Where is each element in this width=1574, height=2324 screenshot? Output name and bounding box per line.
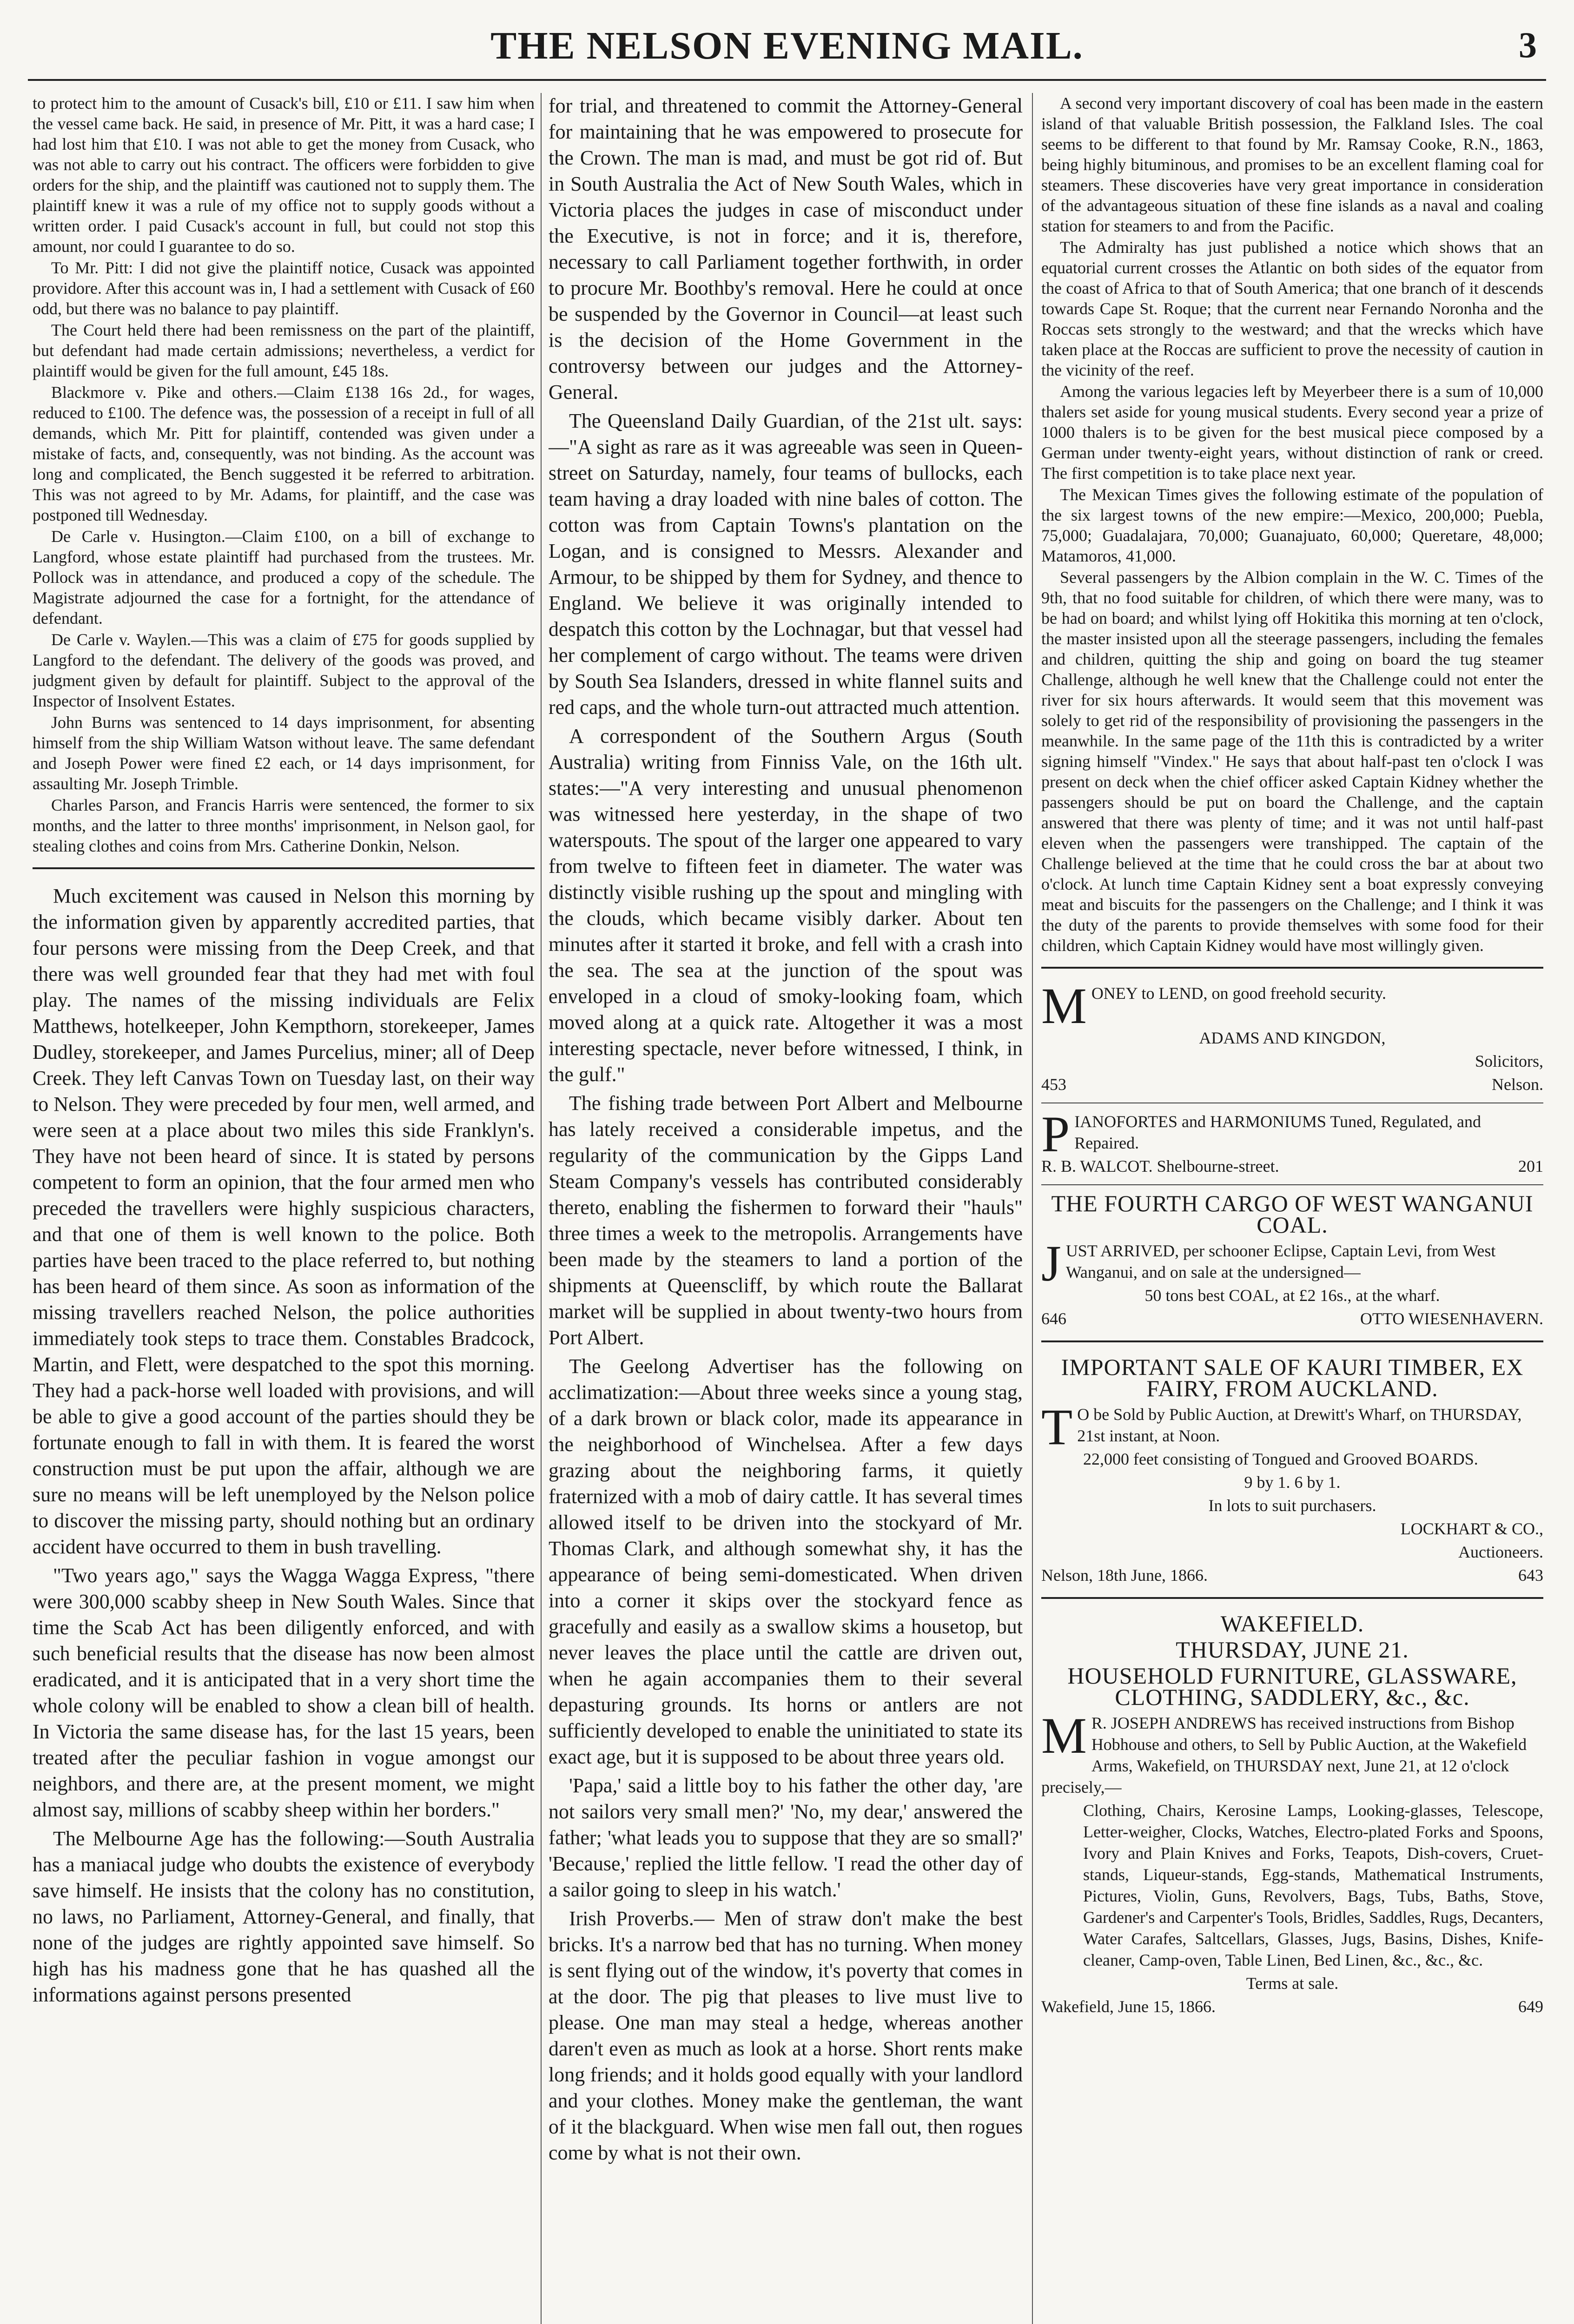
court-paragraph: To Mr. Pitt: I did not give the plaintiff notice, Cusack was appointed providore. After this account was in, I had a settlement with Cusack of £60 odd, but there was no balance to pay plaintiff. [33, 258, 535, 318]
ad-text: ONEY to LEND, on good freehold security. [1091, 984, 1386, 1003]
news-paragraph: The Queensland Daily Guardian, of the 21st ult. says:—"A sight as rare as it was agreeable was seen in Queen-street on Saturday, namely, four teams of bullocks, each team having a dray loaded with nine bales of cotton. The cotton was from Captain Towns's plantation on the Logan, and is consigned to Messrs. Alexander and Armour, to be shipped by them for Sydney, and thence to England. We believe it was originally intended to despatch this cotton by the Lochnagar, but that vessel had her complement of cargo without. The teams were driven by South Sea Islanders, dressed in white flannel suits and red caps, and the whole turn-out attracted much attention. [549, 409, 1023, 719]
ad-role: Auctioneers. [1458, 1543, 1543, 1561]
column-rule [1032, 93, 1033, 2324]
newspaper-title: THE NELSON EVENING MAIL. [490, 24, 1084, 67]
ad-items: Clothing, Chairs, Kerosine Lamps, Looking-glasses, Telescope, Letter-weigher, Clocks, Watches, Electro-plated Forks and Spoons, Ivory and Plain Knives and Forks, Teapots, Dish-covers, Cruet-stands, Liqueur-stands, Egg-stands, Mathematical Instruments, Pictures, Violin, Guns, Revolvers, Bags, Tubs, Baths, Stove, Gardener's and Carpenter's Tools, Bridles, Saddles, Rugs, Decanters, Water Carafes, Saltcellars, Glasses, Jugs, Basins, Dishes, Knife-cleaner, Camp-oven, Table Linen, Bed Linen, &c., &c., &c. [1083, 1801, 1543, 1969]
news-paragraph: Much excitement was caused in Nelson this morning by the information given by apparently accredited parties, that four persons were missing from the Deep Creek, and that there was well grounded fear that they had met with foul play. The names of the missing individuals are Felix Matthews, hotelkeeper, John Kempthorn, storekeeper, James Dudley, storekeeper, and James Purcelius, miner; all of Deep Creek. They left Canvas Town on Tuesday last, on their way to Nelson. They were preceded by four men, well armed, and were seen at a place about two miles this side Franklyn's. They have not been heard of since. It is stated by persons competent to form an opinion, that the four armed men who preceded the travellers were highly suspicious characters, and that one of them is well known to the police. Both parties have been traced to the place referred to, but nothing has been heard of them since. As soon as information of the missing travellers reached Nelson, the police authorities immediately took steps to trace them. Constables Bradcock, Martin, and Flett, were despatched to the spot this morning. They had a pack-horse well loaded with provisions, and will be able to give a good account of the parties should they be fortunate enough to fall in with them. It is feared the worst construction must be put upon the affair, although we are sure no means will be left unemployed by the Nelson police to discover the missing party, should nothing but an ordinary accident have occurred to them in bush travelling. [33, 885, 535, 1558]
ad-number: 201 [1518, 1157, 1543, 1175]
ad-subheading: HOUSEHOLD FURNITURE, GLASSWARE, CLOTHING, SADDLERY, &c., &c. [1067, 1663, 1517, 1710]
news-paragraph: Several passengers by the Albion complain in the W. C. Times of the 9th, that no food suitable for children, of which there were many, was to be had on board; and whilst lying off Hokitika this morning at ten o'clock, the master insisted upon all the steerage passengers, including the females and children, quitting the ship and going on board the tug steamer Challenge, although he well knew that the Challenge could not enter the river for six hours afterwards. It would seem that this movement was solely to get rid of the responsibility of provisioning the passengers in the meanwhile. In the same page of the 11th this is contradicted by a writer signing himself "Vindex." He says that about half-past ten o'clock I was present on deck when the chief officer asked Captain Kidney whether the passengers should be put on board the Challenge, and the captain answered that there was plenty of time; and it was not until half-past eleven when the passengers were transhipped. The captain of the Challenge believed at the time that he could cross the bar at about two o'clock. At lunch time Captain Kidney sent a boat expressly conveying meat and biscuits for the passengers on the Challenge; and I think it was the duty of the parents to provide themselves with some food for their children, which Captain Kidney would have most willingly given. [1041, 568, 1543, 955]
news-paragraph: A second very important discovery of coal has been made in the eastern island of that valuable British possession, the Falkland Isles. The coal seems to be different to that found by Mr. Ramsay Cooke, R.N., 1863, being highly bituminous, and promises to be an excellent flaming coal for steamers. These discoveries have very great importance in consideration of the advantageous situation of these fine islands as a naval and coaling station for steamers to and from the Pacific. [1041, 94, 1543, 235]
ad-number: 646 [1041, 1309, 1066, 1328]
news-paragraph: The Geelong Advertiser has the following on acclimatization:—About three weeks since a young stag, of a dark brown or black color, made its appearance in the neighborhood of Winchelsea. After a few days grazing about the neighboring farms, it quietly fraternized with a mob of dairy cattle. It has several times allowed itself to be driven into the stockyard of Mr. Thomas Clark, and although somewhat shy, it has the appearance of being semi-domesticated. When driven into a corner it skips over the stockyard fence as gracefully and easily as a swallow skims a housetop, but never leaves the place until the cattle are driven out, when he again accompanies them to their several depasturing grounds. Its horns or antlers are not sufficiently developed to enable the uninitiated to state its exact age, but it is supposed to be about three years old. [549, 1355, 1023, 1768]
ad-text: O be Sold by Public Auction, at Drewitt's Wharf, on THURSDAY, 21st instant, at Noon. [1077, 1405, 1522, 1445]
ad-text: UST ARRIVED, per schooner Eclipse, Captain Levi, from West Wanganui, and on sale at the undersigned— [1065, 1241, 1496, 1281]
column-1 [33, 93, 535, 2324]
advertisement-kauri-timber [1041, 1356, 1543, 1586]
masthead [28, 14, 1546, 81]
news-paragraph: The Melbourne Age has the following:—South Australia has a maniacal judge who doubts the existence of everybody save himself. He insists that the colony has no constitution, no laws, no Parliament, Attorney-General, and finally, that none of the judges are rightly appointed save himself. So high has his madness gone that he has quashed all the informations against persons presented [33, 1827, 535, 2006]
news-paragraph: A correspondent of the Southern Argus (South Australia) writing from Finniss Vale, on the 16th ult. states:—"A very interesting and unusual phenomenon was witnessed here yesterday, in the shape of two waterspouts. The spout of the larger one appeared to vary from twelve to fifteen feet in diameter. The water was distinctly visible rushing up the spout and mingling with the clouds, which became visibly darker. About ten minutes after it started it broke, and fell with a crash into the sea. The sea at the junction of the spout was enveloped in a cloud of smoky-looking foam, which moved along at a quick rate. Altogether it was a most interesting spectacle, never before witnessed, I think, in the gulf." [549, 725, 1023, 1086]
court-paragraph: The Court held there had been remissness on the part of the plaintiff, but defendant had made certain admissions; nevertheless, a verdict for plaintiff would be given for the full amount, £45 18s. [33, 321, 535, 380]
ad-date-heading: THURSDAY, JUNE 21. [1176, 1637, 1409, 1663]
ad-sizes: 9 by 1. 6 by 1. [1244, 1473, 1341, 1492]
ad-line: 22,000 feet consisting of Tongued and Grooved BOARDS. [1083, 1450, 1478, 1468]
column-rule [541, 93, 542, 2324]
ad-role: Solicitors, [1475, 1052, 1543, 1070]
section-divider [1041, 967, 1543, 969]
court-paragraph: De Carle v. Husington.—Claim £100, on a bill of exchange to Langford, whose estate plaintiff had purchased from the trustees. Mr. Pollock was in attendance, and produced a copy of the schedule. The Magistrate adjourned the case for a fortnight, for the attendance of defendant. [33, 527, 535, 627]
drop-cap: M [1041, 1707, 1087, 1764]
news-paragraph: The Admiralty has just published a notice which shows that an equatorial current crosses the Atlantic on both sides of the equator from the coast of Africa to that of South America; that one branch of it descends towards Cape St. Roque; that the current near Fernando Noronha and the Roccas sets strongly to the westward; and that the wrecks which have taken place at the Roccas are sufficient to prove the necessity of caution in the vicinity of the reef. [1041, 238, 1543, 379]
court-paragraph: Blackmore v. Pike and others.—Claim £138 16s 2d., for wages, reduced to £100. The defence was, the possession of a receipt in full of all demands, which Mr. Pitt for plaintiff, contended was given under a mistake of facts, and, consequently, was not binding. As the account was long and complicated, the Bench suggested it be referred to arbitration. This was not agreed to by Mr. Adams, for plaintiff, and the case was postponed till Wednesday. [33, 383, 535, 524]
news-paragraph: Irish Proverbs.— Men of straw don't make the best bricks. It's a narrow bed that has no turning. When money is sent flying out of the window, it's poverty that comes in at the door. The pig that pleases to live must live to please. One man may steal a hedge, whereas another daren't even as much as look at a horse. Short rents make long friends; and it holds good equally with your landlord and your clothes. Money make the gentleman, the want of it the blackguard. When wise men fall out, then rogues come by what is not their own. [549, 1907, 1023, 2164]
drop-cap: M [1041, 977, 1087, 1034]
news-paragraph: "Two years ago," says the Wagga Wagga Express, "there were 300,000 scabby sheep in New South Wales. Since that time the Scab Act has been diligently enforced, and with such beneficial results that the disease has now been almost eradicated, and it is anticipated that in a very short time the whole colony will be enabled to show a clean bill of health. In Victoria the same disease has, for the last 15 years, been treated after the peculiar fashion in vogue amongst our neighbors, and there are, at the present moment, we might almost say, millions of scabby sheep within her borders." [33, 1564, 535, 1821]
court-paragraph: John Burns was sentenced to 14 days imprisonment, for absenting himself from the ship William Watson without leave. The same defendant and Joseph Power were fined £2 each, or 14 days imprisonment, for assaulting Mr. Joseph Trimble. [33, 713, 535, 793]
drop-cap: T [1041, 1399, 1073, 1455]
section-divider [33, 867, 535, 869]
ad-place: Nelson. [1492, 1075, 1543, 1094]
advertisement-wakefield-auction [1041, 1613, 1543, 2017]
ad-line: 50 tons best COAL, at £2 16s., at the wharf. [1144, 1286, 1440, 1305]
ad-text: R. JOSEPH ANDREWS has received instructions from Bishop Hobhouse and others, to Sell by Public Auction, at the Wakefield Arms, Wakefield, on THURSDAY next, June 21, at 12 o'clock precisely,— [1041, 1714, 1527, 1796]
ad-terms: Terms at sale. [1246, 1974, 1339, 1993]
ad-line: R. B. WALCOT. Shelbourne-street. [1041, 1157, 1279, 1175]
ad-date: Wakefield, June 15, 1866. [1041, 1997, 1216, 2016]
advertisement-coal [1041, 1190, 1543, 1329]
news-paragraph: 'Papa,' said a little boy to his father the other day, 'are not sailors very small men?' 'No, my dear,' answered the father; 'what leads you to suppose that they are so small?' 'Because,' replied the little fellow. 'I read the other day of a sailor going to sleep in his watch.' [549, 1774, 1023, 1901]
ad-heading: WAKEFIELD. [1220, 1611, 1364, 1637]
court-paragraph: to protect him to the amount of Cusack's bill, £10 or £11. I saw him when the vessel came back. He said, in presence of Mr. Pitt, it was a hard case; I had lost him that £10. I was not able to get the money from Cusack, who was not able to carry out his contract. The officers were forbidden to give orders for the ship, and the plaintiff was cautioned not to supply them. The plaintiff knew it was a rule of my office not to supply goods without a written order. I paid Cusack's account in full, but could not stop this amount, nor could I guarantee to do so. [33, 94, 535, 256]
ad-firm: ADAMS AND KINGDON, [1199, 1029, 1386, 1047]
ad-text: IANOFORTES and HARMONIUMS Tuned, Regulated, and Repaired. [1074, 1112, 1481, 1152]
news-section [33, 883, 535, 2008]
ad-date: Nelson, 18th June, 1866. [1041, 1566, 1208, 1585]
advertisement-money-to-lend [1041, 977, 1543, 1095]
advertisement-pianofortes [1041, 1106, 1543, 1177]
court-paragraph: Charles Parson, and Francis Harris were sentenced, the former to six months, and the latter to three months' imprisonment, in Nelson gaol, for stealing clothes and coins from Mrs. Catherine Donkin, Nelson. [33, 796, 535, 855]
ad-heading: THE FOURTH CARGO OF WEST WANGANUI COAL. [1051, 1190, 1534, 1238]
ad-heading: IMPORTANT SALE OF KAURI TIMBER, EX FAIRY, FROM AUCKLAND. [1061, 1354, 1524, 1401]
section-divider [1041, 1597, 1543, 1599]
court-paragraph: De Carle v. Waylen.—This was a claim of £75 for goods supplied by Langford to the defendant. The delivery of the goods was proved, and judgment given by default for plaintiff. Subject to the approval of the Inspector of Insolvent Estates. [33, 630, 535, 710]
ad-firm: LOCKHART & CO., [1400, 1519, 1543, 1538]
news-paragraph: The Mexican Times gives the following estimate of the population of the six largest towns of the new empire:—Mexico, 200,000; Puebla, 75,000; Guadalajara, 70,000; Guanajuato, 60,000; Queretare, 48,000; Matamoros, 41,000. [1041, 485, 1543, 565]
column-3 [1041, 93, 1543, 2324]
drop-cap: J [1041, 1235, 1061, 1292]
drop-cap: P [1041, 1106, 1070, 1162]
court-report [33, 93, 535, 856]
column-2 [549, 93, 1023, 2324]
news-paragraph: The fishing trade between Port Albert and Melbourne has lately received a considerable impetus, and the regularity of the communication by the Gipps Land Steam Company's vessels has contributed considerably thereto, enabling the fishermen to forward their "hauls" three times a week to the metropolis. Arrangements have been made by the steamers to land a portion of the shipments at Queenscliff, by which route the Ballarat market will be supplied in about twenty-two hours from Port Albert. [549, 1092, 1023, 1349]
ad-number: 649 [1518, 1997, 1543, 2016]
news-paragraph: Among the various legacies left by Meyerbeer there is a sum of 10,000 thalers set aside for young musical students. Every second year a prize of 1000 thalers is to be given for the best musical piece composed by a German under twenty-eight years, without distinction of rank or creed. The first competition is to take place next year. [1041, 382, 1543, 482]
news-paragraph: for trial, and threatened to commit the Attorney-General for maintaining that he was empowered to prosecute for the Crown. The man is mad, and must be got rid of. But in South Australia the Act of New South Wales, which in Victoria places the judges in case of misconduct under the Executive, is not in force; and it is, therefore, necessary to call Parliament together forthwith, in order to procure Mr. Boothby's removal. Here he could at once be suspended by the Governor in Council—at least such is the decision of the Home Government in the controversy between our judges and the Attorney-General. [549, 94, 1023, 403]
section-divider [1041, 1340, 1543, 1342]
page-number: 3 [1519, 25, 1537, 65]
ad-name: OTTO WIESENHAVERN. [1360, 1309, 1543, 1328]
ad-number: 453 [1041, 1075, 1066, 1094]
ad-divider [1041, 1184, 1543, 1185]
ad-number: 643 [1518, 1566, 1543, 1585]
ad-lots: In lots to suit purchasers. [1208, 1496, 1376, 1515]
